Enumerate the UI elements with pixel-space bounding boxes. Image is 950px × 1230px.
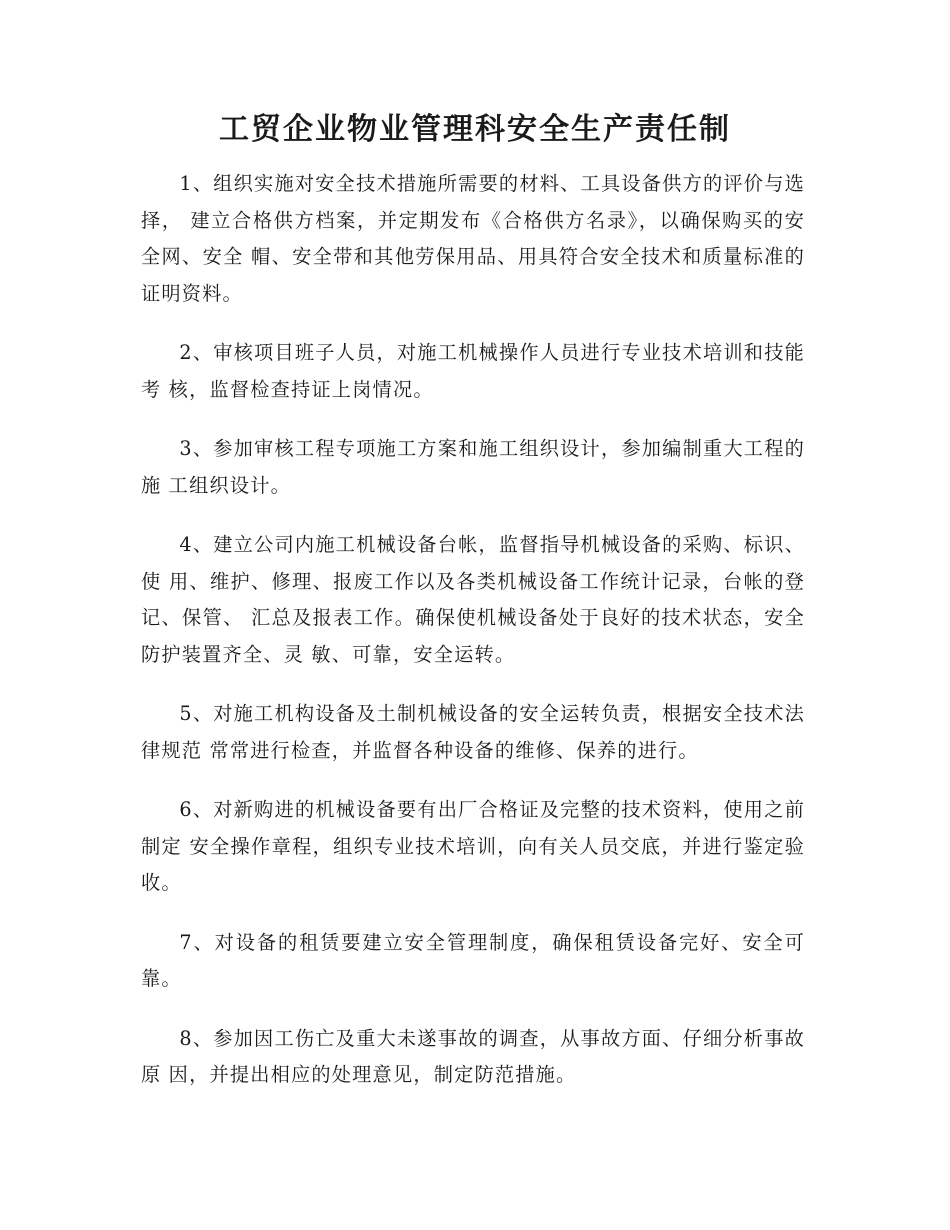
paragraph-8: 8、参加因工伤亡及重大未遂事故的调查，从事故方面、仔细分析事故原 因，并提出相应的处理意见，制定防范措施。 bbox=[141, 1026, 805, 1086]
paragraph-7: 7、对设备的租赁要建立安全管理制度，确保租赁设备完好、安全可靠。 bbox=[141, 930, 805, 990]
paragraph-3: 3、参加审核工程专项施工方案和施工组织设计，参加编制重大工程的施 工组织设计。 bbox=[141, 437, 805, 497]
paragraph-5: 5、对施工机构设备及土制机械设备的安全运转负责，根据安全技术法律规范 常常进行检查，并监督各种设备的维修、保养的进行。 bbox=[141, 702, 805, 762]
page-title: 工贸企业物业管理科安全生产责任制 bbox=[219, 112, 731, 147]
document-body bbox=[141, 166, 805, 1117]
paragraph-1: 1、组织实施对安全技术措施所需要的材料、工具设备供方的评价与选择， 建立合格供方档案，并定期发布《合格供方名录》，以确保购买的安全网、安全 帽、安全带和其他劳保用品、用具符合安全技术和质量标准的证明资料。 bbox=[141, 172, 805, 305]
paragraph-4: 4、建立公司内施工机械设备台帐，监督指导机械设备的采购、标识、使 用、维护、修理、报废工作以及各类机械设备工作统计记录，台帐的登记、保管、 汇总及报表工作。确保使机械设备处于良好的技术状态，安全防护装置齐全、灵 敏、可靠，安全运转。 bbox=[141, 533, 805, 666]
paragraph-6: 6、对新购进的机械设备要有出厂合格证及完整的技术资料，使用之前制定 安全操作章程，组织专业技术培训，向有关人员交底，并进行鉴定验收。 bbox=[141, 798, 805, 894]
paragraph-2: 2、审核项目班子人员，对施工机械操作人员进行专业技术培训和技能考 核，监督检查持证上岗情况。 bbox=[141, 341, 805, 401]
